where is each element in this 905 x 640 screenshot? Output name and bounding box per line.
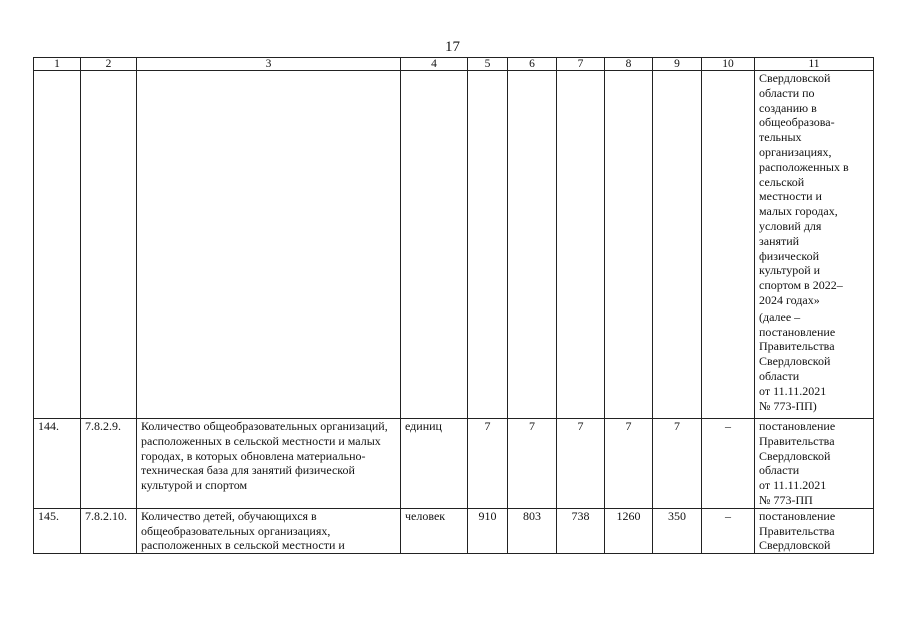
source-line: от 11.11.2021 (759, 383, 827, 398)
cell-indicator: Количество общеобразовательных организаций, расположенных в сельской местности и малых городах, в которых обновлена материально-техническая база для занятий физической культурой и спортом (137, 419, 401, 509)
cell-col9: 350 (653, 508, 702, 553)
source-line: культурой и (759, 263, 821, 278)
source-line: № 773-ПП) (759, 398, 817, 413)
source-line: области (759, 368, 800, 383)
column-header-4: 4 (401, 58, 468, 71)
column-header-2: 2 (81, 58, 137, 71)
cell-number: 144. (34, 419, 81, 509)
cell-col7: 738 (557, 508, 605, 553)
cell-code: 7.8.2.10. (81, 508, 137, 553)
cell-source (755, 419, 874, 509)
cell-col8: 7 (605, 419, 653, 509)
cell-unit (401, 71, 468, 419)
cell-code: 7.8.2.9. (81, 419, 137, 509)
source-line: постановление (759, 508, 836, 523)
source-line: занятий (759, 233, 800, 248)
column-header-8: 8 (605, 58, 653, 71)
cell-col9 (653, 71, 702, 419)
cell-col10 (702, 71, 755, 419)
source-line: постановление (759, 419, 836, 433)
table-row-145 (34, 508, 874, 553)
cell-col6: 803 (508, 508, 557, 553)
source-line: Свердловской (759, 354, 831, 369)
source-line: сельской (759, 174, 805, 189)
cell-col10: – (702, 508, 755, 553)
cell-source (755, 71, 874, 419)
source-line: малых городах, (759, 204, 838, 219)
cell-number (34, 71, 81, 419)
column-header-5: 5 (468, 58, 508, 71)
source-line: (далее – (759, 309, 801, 324)
cell-code (81, 71, 137, 419)
cell-col8: 1260 (605, 508, 653, 553)
column-header-11: 11 (755, 58, 874, 71)
cell-col5 (468, 71, 508, 419)
indicator-table (33, 57, 874, 554)
column-header-6: 6 (508, 58, 557, 71)
source-line: условий для (759, 218, 822, 233)
source-line: расположенных в (759, 159, 849, 174)
cell-col5: 910 (468, 508, 508, 553)
cell-indicator (137, 71, 401, 419)
cell-col9: 7 (653, 419, 702, 509)
table-row-144 (34, 419, 874, 509)
cell-unit: единиц (401, 419, 468, 509)
column-header-9: 9 (653, 58, 702, 71)
cell-unit: человек (401, 508, 468, 553)
column-header-7: 7 (557, 58, 605, 71)
source-line: Правительства (759, 523, 835, 538)
source-line: спортом в 2022– (759, 278, 843, 293)
source-line: местности и (759, 189, 822, 204)
source-line: созданию в (759, 100, 817, 115)
cell-source (755, 508, 874, 553)
source-line: Правительства (759, 433, 835, 448)
column-header-3: 3 (137, 58, 401, 71)
cell-col7: 7 (557, 419, 605, 509)
cell-col10: – (702, 419, 755, 509)
source-line: тельных (759, 130, 802, 145)
table-row-continuation (34, 71, 874, 419)
column-header-1: 1 (34, 58, 81, 71)
source-line: Свердловской (759, 538, 831, 553)
source-line: физической (759, 248, 819, 263)
source-line: Правительства (759, 339, 835, 354)
page-number: 17 (445, 39, 460, 55)
column-header-10: 10 (702, 58, 755, 71)
cell-col8 (605, 71, 653, 419)
cell-col5: 7 (468, 419, 508, 509)
cell-indicator: Количество детей, обучающихся в общеобразовательных организациях, расположенных в сельской местности и (137, 508, 401, 553)
source-lines (759, 71, 871, 308)
source-line: от 11.11.2021 (759, 478, 827, 493)
cell-col6: 7 (508, 419, 557, 509)
source-line: организациях, (759, 144, 832, 159)
source-line: Свердловской (759, 71, 831, 85)
cell-number: 145. (34, 508, 81, 553)
source-line: постановление (759, 324, 836, 339)
source-line: области (759, 463, 800, 478)
source-line: № 773-ПП (759, 492, 813, 507)
source-extra-lines (759, 310, 871, 414)
source-line: общеобразова- (759, 115, 835, 130)
cell-col6 (508, 71, 557, 419)
source-line: области по (759, 85, 815, 100)
source-line: 2024 годах» (759, 292, 820, 307)
header-row (34, 58, 874, 71)
cell-col7 (557, 71, 605, 419)
source-line: Свердловской (759, 448, 831, 463)
